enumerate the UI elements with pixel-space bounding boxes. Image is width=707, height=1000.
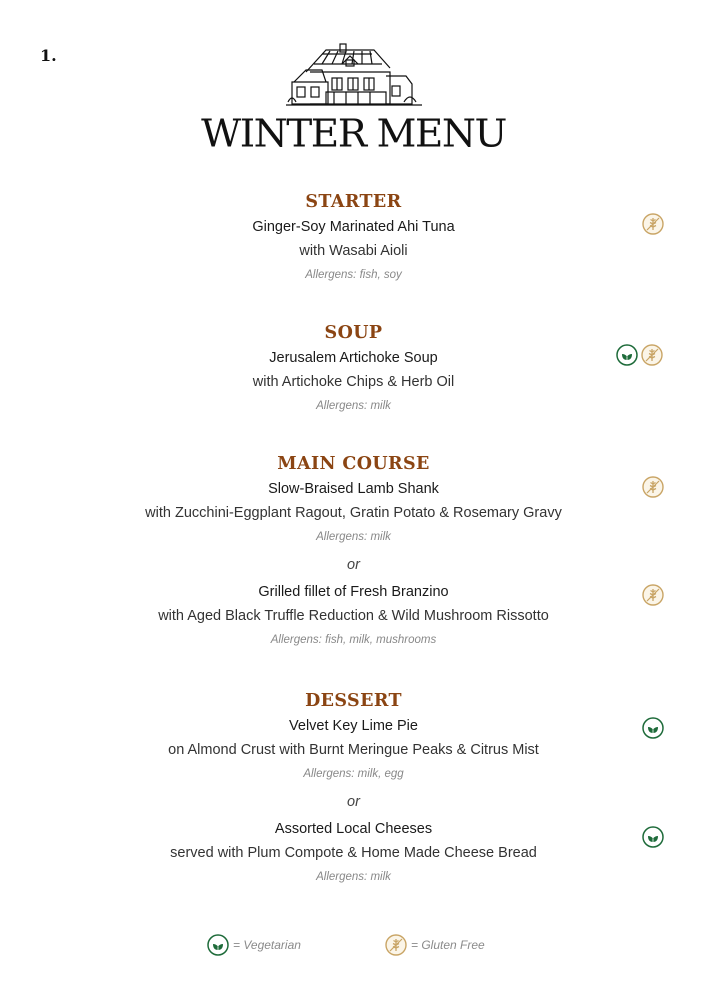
section-title: DESSERT xyxy=(305,691,402,711)
dish-description: with Zucchini-Eggplant Ragout, Gratin Potato & Rosemary Gravy xyxy=(145,505,562,521)
section-title: SOUP xyxy=(324,323,383,343)
dish-allergens: Allergens: fish, soy xyxy=(305,269,402,281)
legend-vegetarian-label: = Vegetarian xyxy=(233,938,301,952)
dish-description: with Wasabi Aioli xyxy=(299,243,408,259)
gluten-free-icon xyxy=(641,344,663,366)
gluten-free-icon xyxy=(642,476,664,498)
dish-icons xyxy=(642,826,664,848)
menu-title: WINTER MENU xyxy=(201,112,506,157)
dish-name: Velvet Key Lime Pie xyxy=(289,718,418,734)
legend-gluten-free xyxy=(385,934,485,956)
dish-icons xyxy=(642,584,664,606)
house-logo-icon xyxy=(286,42,422,108)
dish-description: served with Plum Compote & Home Made Cheese Bread xyxy=(170,845,537,861)
vegetarian-icon xyxy=(616,344,638,366)
gluten-free-icon xyxy=(642,213,664,235)
dish-name: Assorted Local Cheeses xyxy=(274,821,433,837)
legend-vegetarian xyxy=(207,934,301,956)
dish-name: Jerusalem Artichoke Soup xyxy=(269,350,438,366)
section-dessert xyxy=(0,688,707,890)
or-separator: or xyxy=(347,794,360,810)
legend xyxy=(0,934,707,958)
gluten-free-icon xyxy=(642,584,664,606)
dish-name: Ginger-Soy Marinated Ahi Tuna xyxy=(252,219,455,235)
dish-allergens: Allergens: milk xyxy=(316,531,391,543)
section-title: MAIN COURSE xyxy=(277,454,430,474)
dish-allergens: Allergens: milk, egg xyxy=(303,768,404,780)
dish-icons xyxy=(642,476,664,498)
dish-icons xyxy=(642,213,664,235)
section-title: STARTER xyxy=(305,192,402,212)
section-soup xyxy=(0,320,707,419)
vegetarian-icon xyxy=(207,934,229,956)
or-separator: or xyxy=(347,557,360,573)
dish-allergens: Allergens: milk xyxy=(316,400,391,412)
section-main-course xyxy=(0,451,707,653)
vegetarian-icon xyxy=(642,717,664,739)
vegetarian-icon xyxy=(642,826,664,848)
dish-name: Slow-Braised Lamb Shank xyxy=(268,481,439,497)
dish-icons xyxy=(642,717,664,739)
section-starter xyxy=(0,189,707,288)
dish-icons xyxy=(616,344,663,366)
legend-gluten-free-label: = Gluten Free xyxy=(411,938,485,952)
dish-allergens: Allergens: fish, milk, mushrooms xyxy=(270,634,437,646)
dish-name: Grilled fillet of Fresh Branzino xyxy=(258,584,449,600)
gluten-free-icon xyxy=(385,934,407,956)
dish-description: with Artichoke Chips & Herb Oil xyxy=(252,374,455,390)
dish-description: on Almond Crust with Burnt Meringue Peaks & Citrus Mist xyxy=(168,742,539,758)
dish-description: with Aged Black Truffle Reduction & Wild Mushroom Rissotto xyxy=(158,608,549,624)
dish-allergens: Allergens: milk xyxy=(316,871,391,883)
page-number: 1. xyxy=(40,46,57,65)
